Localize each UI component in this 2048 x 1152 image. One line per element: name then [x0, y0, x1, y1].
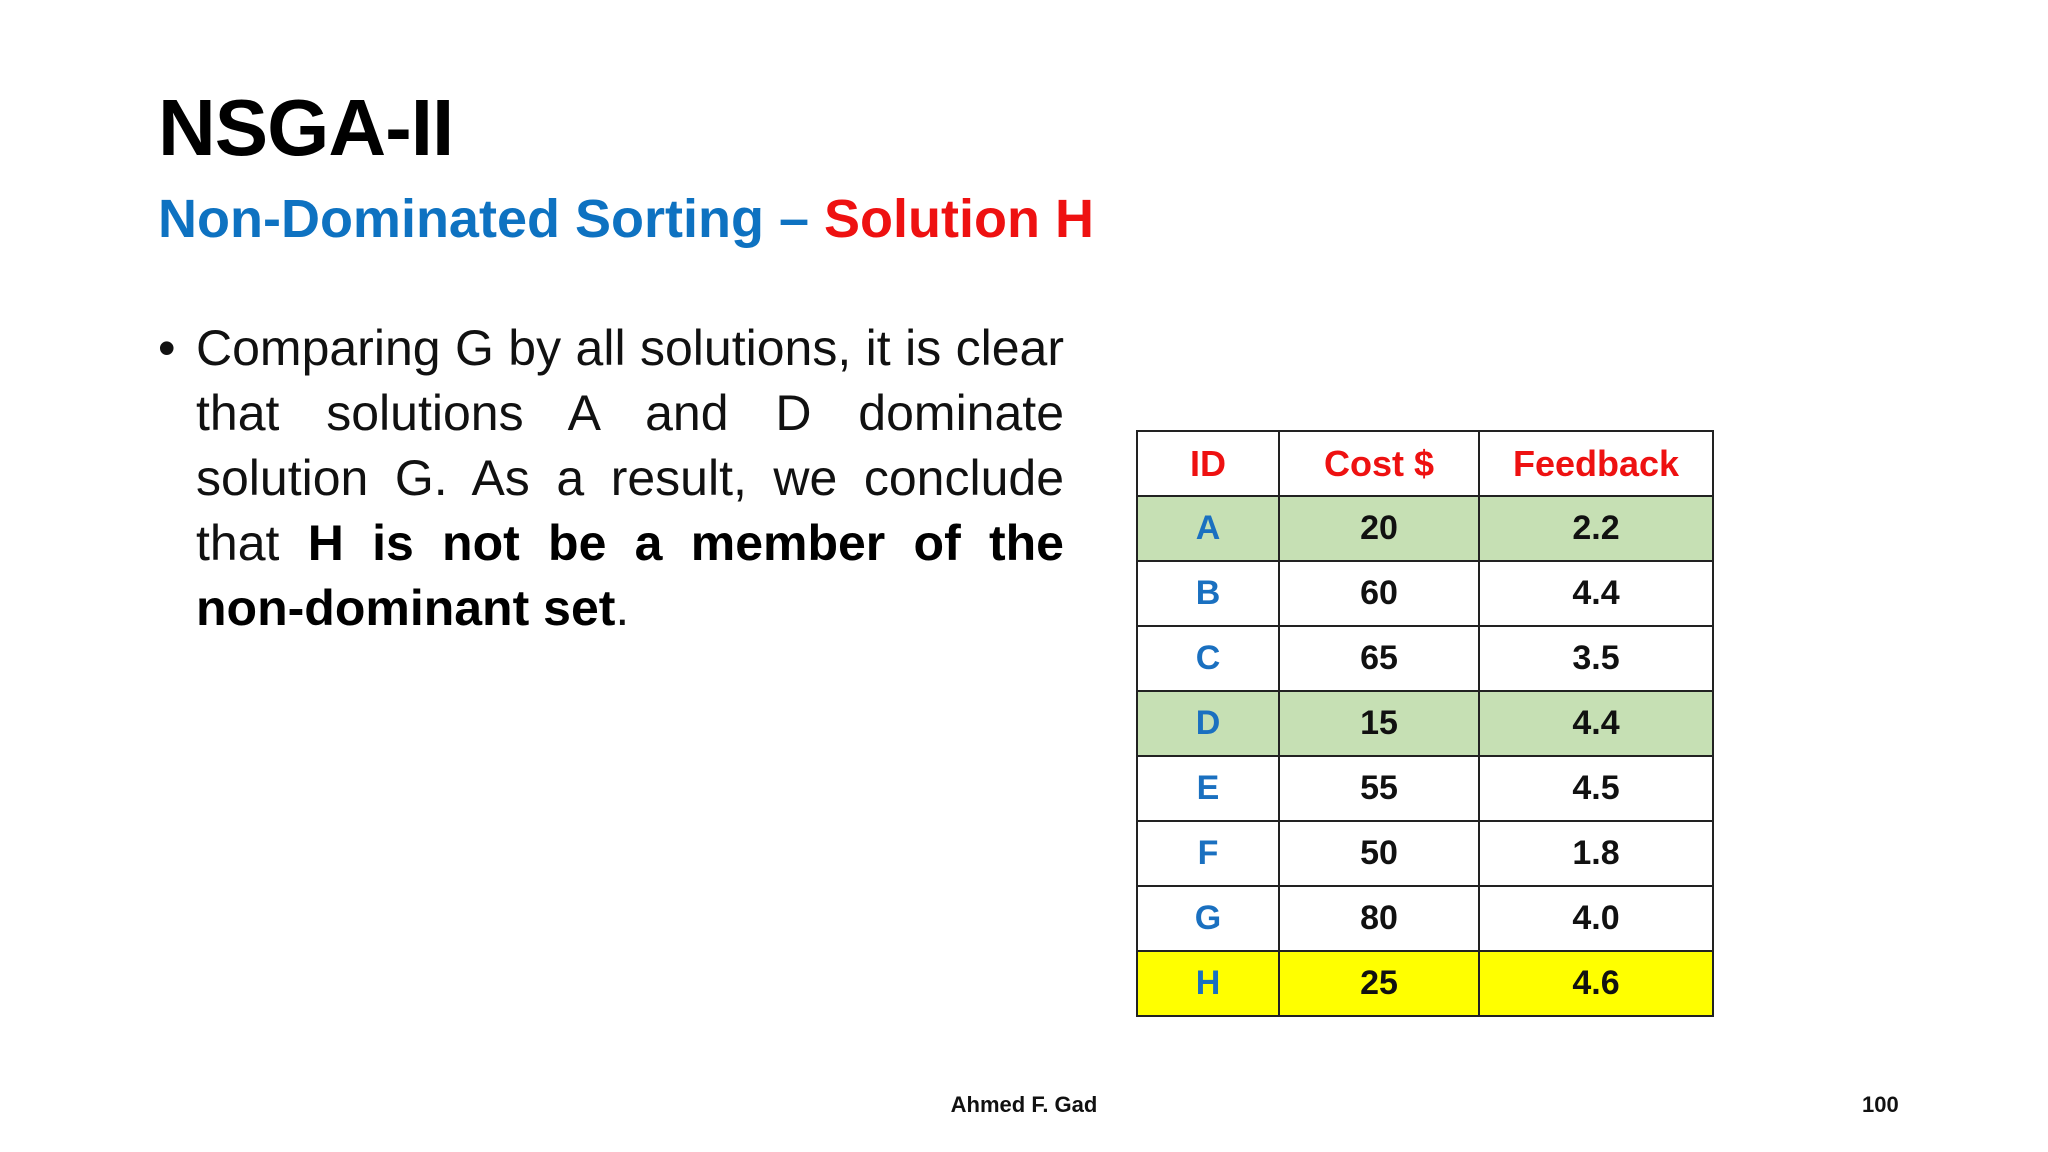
cell-feedback: 3.5 [1479, 626, 1713, 691]
cell-feedback: 4.5 [1479, 756, 1713, 821]
cell-cost: 15 [1279, 691, 1479, 756]
table-row [1137, 886, 1713, 951]
cell-id: A [1137, 496, 1279, 561]
cell-cost: 65 [1279, 626, 1479, 691]
cell-cost: 20 [1279, 496, 1479, 561]
cell-feedback: 1.8 [1479, 821, 1713, 886]
header-feedback: Feedback [1479, 431, 1713, 496]
cell-cost: 55 [1279, 756, 1479, 821]
cell-id: G [1137, 886, 1279, 951]
bullet-point [158, 316, 1064, 641]
cell-id: F [1137, 821, 1279, 886]
bullet-text [196, 316, 1064, 641]
slide-title: NSGA-II [158, 83, 454, 172]
cell-cost: 80 [1279, 886, 1479, 951]
subtitle-main: Non-Dominated Sorting – [158, 189, 809, 249]
table-row [1137, 821, 1713, 886]
cell-id: H [1137, 951, 1279, 1016]
cell-id: C [1137, 626, 1279, 691]
cell-feedback: 2.2 [1479, 496, 1713, 561]
table-row [1137, 756, 1713, 821]
table-row [1137, 691, 1713, 756]
cell-id: B [1137, 561, 1279, 626]
bullet-icon: • [158, 320, 176, 376]
cell-feedback: 4.0 [1479, 886, 1713, 951]
table-header-row [1137, 431, 1713, 496]
table-row [1137, 951, 1713, 1016]
header-id: ID [1137, 431, 1279, 496]
footer-author: Ahmed F. Gad [950, 1092, 1098, 1117]
footer-page-number: 100 [1862, 1092, 1899, 1117]
cell-feedback: 4.4 [1479, 561, 1713, 626]
bullet-text-end: . [615, 580, 630, 636]
cell-id: D [1137, 691, 1279, 756]
bullet-text-bold: H is not be a member of the non-dominant set [196, 515, 1064, 636]
table-row [1137, 561, 1713, 626]
cell-feedback: 4.6 [1479, 951, 1713, 1016]
table-row [1137, 496, 1713, 561]
table-body [1137, 496, 1713, 1016]
cell-cost: 60 [1279, 561, 1479, 626]
subtitle-highlight: Solution H [824, 189, 1094, 249]
cell-cost: 25 [1279, 951, 1479, 1016]
cell-cost: 50 [1279, 821, 1479, 886]
bullet-text-normal: Comparing G by all solutions, it is clear that solutions A and D dominate solution G. As a result, we conclude that [196, 320, 1064, 571]
solutions-table [1136, 430, 1714, 1017]
slide-subtitle [158, 189, 1094, 249]
cell-id: E [1137, 756, 1279, 821]
cell-feedback: 4.4 [1479, 691, 1713, 756]
table-row [1137, 626, 1713, 691]
header-cost: Cost $ [1279, 431, 1479, 496]
